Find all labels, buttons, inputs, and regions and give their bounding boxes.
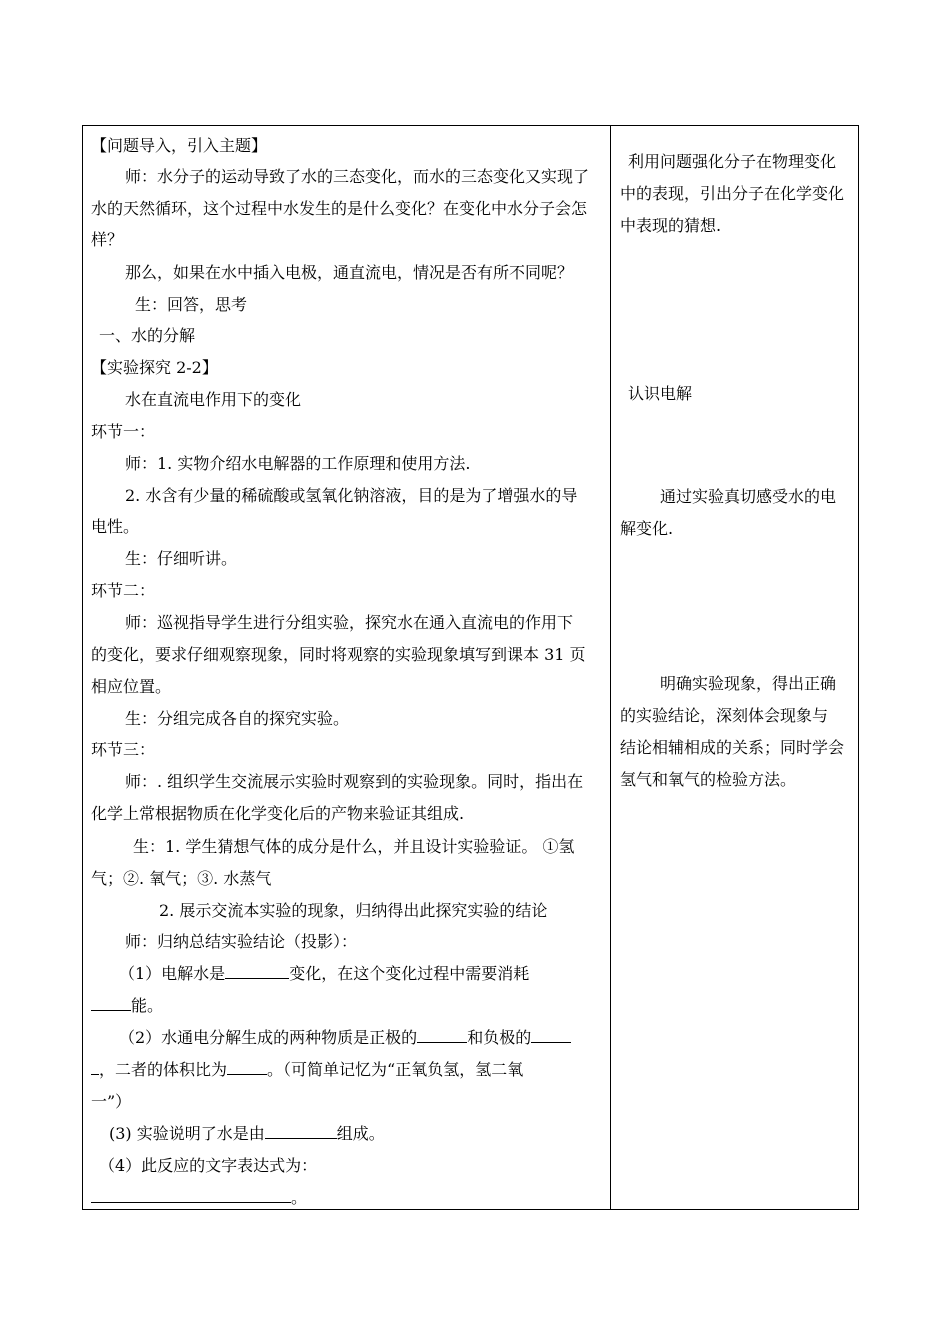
conclusion-2-line1 bbox=[119, 1028, 571, 1048]
column-divider bbox=[610, 126, 611, 1209]
intro-heading: 【问题导入，引入主题】 bbox=[91, 136, 268, 155]
teacher-question-line2: 水的天然循环，这个过程中水发生的是什么变化？在变化中水分子会怎 bbox=[91, 199, 588, 218]
stage-one-student: 生：仔细听讲。 bbox=[125, 549, 238, 568]
experiment-title: 【实验探究 2-2】 bbox=[91, 358, 218, 377]
fill-blank[interactable] bbox=[91, 1060, 99, 1075]
stage-one-teacher-2b: 电性。 bbox=[91, 517, 140, 536]
note-4-line1: 明确实验现象，得出正确 bbox=[660, 674, 837, 693]
fill-blank[interactable] bbox=[227, 1060, 267, 1075]
fill-blank[interactable] bbox=[225, 964, 289, 979]
fill-blank[interactable] bbox=[417, 1028, 467, 1043]
conclusion-2-text-mid: 和负极的 bbox=[467, 1028, 532, 1047]
stage-three-student-b: 气；②. 氧气；③. 水蒸气 bbox=[91, 869, 272, 888]
conclusion-3-text-pre: (3) 实验说明了水是由 bbox=[109, 1124, 265, 1143]
conclusion-3 bbox=[109, 1124, 385, 1144]
stage-two-label: 环节二： bbox=[91, 581, 156, 600]
conclusion-4-answer-line bbox=[91, 1188, 307, 1208]
stage-three-student-a: 生：1. 学生猜想气体的成分是什么，并且设计实验验证。 ①氢 bbox=[133, 837, 575, 856]
stage-three-teacher-summary: 师：归纳总结实验结论（投影）： bbox=[125, 932, 358, 951]
experiment-subtitle: 水在直流电作用下的变化 bbox=[125, 390, 302, 409]
section-title: 一、水的分解 bbox=[99, 326, 196, 345]
note-4-line2: 的实验结论，深刻体会现象与 bbox=[620, 706, 829, 725]
note-3-line2: 解变化. bbox=[620, 519, 674, 538]
fill-blank[interactable] bbox=[265, 1124, 337, 1139]
note-1-line3: 中表现的猜想. bbox=[620, 216, 722, 235]
stage-one-teacher-2a: 2. 水含有少量的稀硫酸或氢氧化钠溶液，目的是为了增强水的导 bbox=[125, 486, 578, 505]
stage-one-teacher-1: 师：1. 实物介绍水电解器的工作原理和使用方法. bbox=[125, 454, 471, 473]
stage-two-teacher-c: 相应位置。 bbox=[91, 677, 172, 696]
stage-three-teacher-a: 师：. 组织学生交流展示实验时观察到的实验现象。同时，指出在 bbox=[125, 772, 584, 791]
teacher-question-line3: 样？ bbox=[91, 230, 124, 249]
conclusion-4: （4）此反应的文字表达式为： bbox=[99, 1156, 318, 1175]
note-4-line3: 结论相辅相成的关系；同时学会 bbox=[620, 738, 845, 757]
conclusion-3-text-post: 组成。 bbox=[336, 1124, 385, 1143]
conclusion-2-text-ratio: ，二者的体积比为 bbox=[99, 1060, 228, 1079]
conclusion-2-line2 bbox=[91, 1060, 523, 1080]
student-response: 生：回答，思考 bbox=[135, 295, 248, 314]
conclusion-1-line2 bbox=[91, 996, 163, 1016]
teacher-prompt: 那么，如果在水中插入电极，通直流电，情况是否有所不同呢？ bbox=[125, 263, 574, 282]
conclusion-2-text-mnemonic: 。（可简单记忆为“正氧负氢，氢二氧 bbox=[267, 1060, 524, 1079]
conclusion-4-end: 。 bbox=[291, 1188, 308, 1207]
fill-blank[interactable] bbox=[91, 996, 131, 1011]
stage-two-teacher-a: 师：巡视指导学生进行分组实验，探究水在通入直流电的作用下 bbox=[125, 613, 574, 632]
stage-three-label: 环节三： bbox=[91, 740, 156, 759]
conclusion-1-text-pre: （1）电解水是 bbox=[119, 964, 226, 983]
note-3-line1: 通过实验真切感受水的电 bbox=[660, 487, 837, 506]
conclusion-1-text-post: 变化，在这个变化过程中需要消耗 bbox=[289, 964, 530, 983]
fill-blank[interactable] bbox=[91, 1188, 291, 1203]
lesson-table bbox=[82, 125, 859, 1210]
conclusion-2-text-pre: （2）水通电分解生成的两种物质是正极的 bbox=[119, 1028, 418, 1047]
stage-two-student: 生：分组完成各自的探究实验。 bbox=[125, 709, 350, 728]
note-4-line4: 氢气和氧气的检验方法。 bbox=[620, 770, 797, 789]
teacher-question-line1: 师：水分子的运动导致了水的三态变化，而水的三态变化又实现了 bbox=[125, 167, 590, 186]
stage-one-label: 环节一： bbox=[91, 422, 156, 441]
note-1-line2: 中的表现，引出分子在化学变化 bbox=[620, 184, 845, 203]
conclusion-1-line1 bbox=[119, 964, 529, 984]
conclusion-2-line3: 一”） bbox=[91, 1092, 132, 1111]
stage-three-student-c: 2. 展示交流本实验的现象，归纳得出此探究实验的结论 bbox=[159, 901, 548, 920]
note-1-line1: 利用问题强化分子在物理变化 bbox=[628, 152, 837, 171]
conclusion-1-text-end: 能。 bbox=[131, 996, 164, 1015]
note-2: 认识电解 bbox=[628, 384, 693, 403]
fill-blank[interactable] bbox=[531, 1028, 571, 1043]
stage-two-teacher-b: 的变化，要求仔细观察现象，同时将观察的实验现象填写到课本 31 页 bbox=[91, 645, 586, 664]
stage-three-teacher-b: 化学上常根据物质在化学变化后的产物来验证其组成. bbox=[91, 804, 465, 823]
